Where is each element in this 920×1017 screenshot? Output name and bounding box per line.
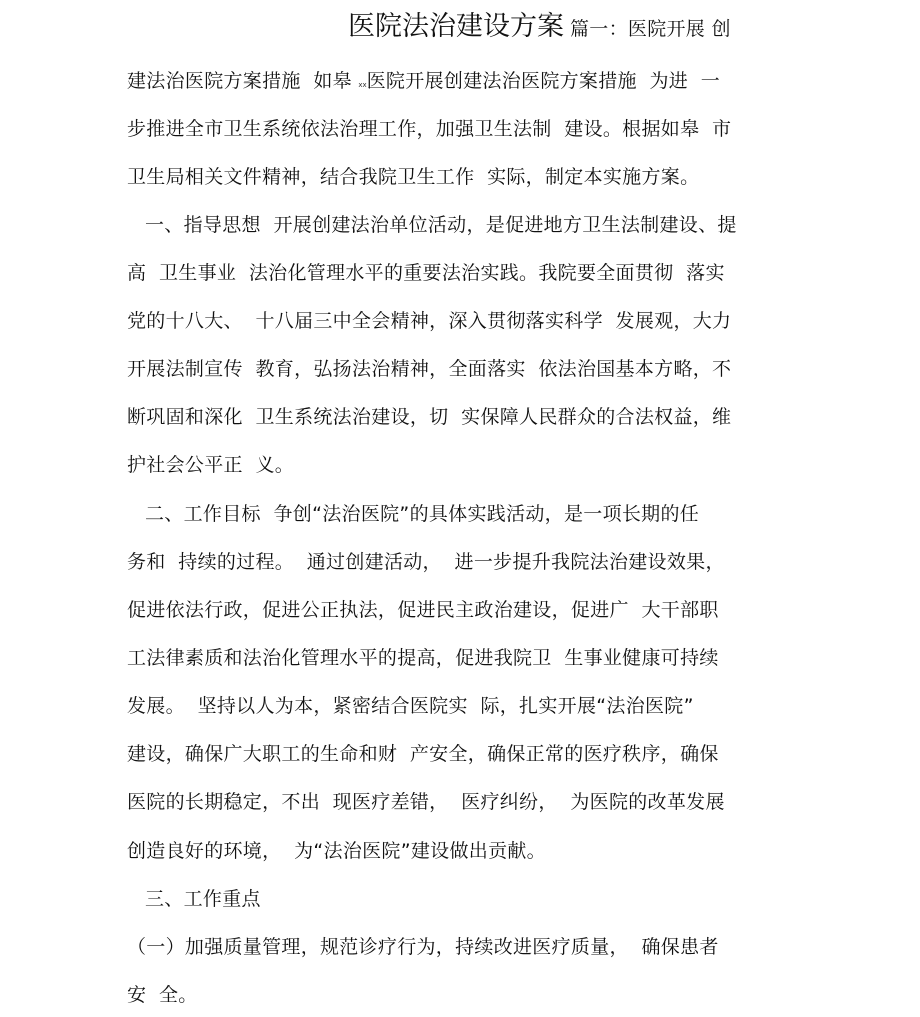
body-line-17: 创造良好的环境， 为“法治医院”建设做出贡献。	[127, 840, 546, 862]
section-heading-1: 一、指导思想 开展创建法治单位活动，是促进地方卫生法制建设、提	[145, 214, 737, 236]
body-line-15: 建设，确保广大职工的生命和财 产安全，确保正常的医疗秩序，确保	[127, 743, 719, 765]
body-line-5: 高 卫生事业 法治化管理水平的重要法治实践。我院要全面贯彻 落实	[127, 262, 725, 284]
section-heading-3: 三、工作重点	[145, 888, 261, 910]
document-title: 医院法治建设方案	[348, 11, 564, 42]
body-line-13: 工法律素质和法治化管理水平的提高，促进我院卫 生事业健康可持续	[127, 647, 719, 669]
body-line-2: 步推进全市卫生系统依法治理工作，加强卫生法制 建设。根据如皋 市	[127, 118, 732, 140]
body-line-3: 卫生局相关文件精神，结合我院卫生工作 实际，制定本实施方案。	[127, 166, 700, 188]
section-heading-2: 二、工作目标 争创“法治医院”的具体实践活动，是一项长期的任	[145, 503, 700, 525]
body-line-14: 发展。 坚持以人为本，紧密结合医院实 际，扎实开展“法治医院”	[127, 695, 694, 717]
body-line-8: 断巩固和深化 卫生系统法治建设，切 实保障人民群众的合法权益，维	[127, 406, 732, 428]
line-1-pre: 建法治医院方案措施 如皋	[127, 70, 359, 92]
body-line-6: 党的十八大、 十八届三中全会精神，深入贯彻落实科学 发展观，大力	[127, 310, 732, 332]
redacted-mark: xx	[358, 81, 367, 89]
line-1-post: 医院开展创建法治医院方案措施 为进 一	[366, 70, 721, 92]
body-line-16: 医院的长期稳定，不出 现医疗差错， 医疗纠纷， 为医院的改革发展	[127, 791, 725, 813]
subsection-heading-1: （一）加强质量管理，规范诊疗行为，持续改进医疗质量， 确保患者	[127, 936, 719, 958]
body-line-7: 开展法制宣传 教育，弘扬法治精神，全面落实 依法治国基本方略，不	[127, 358, 732, 380]
body-line-11: 务和 持续的过程。 通过创建活动， 进一步提升我院法治建设效果，	[127, 551, 725, 573]
title-row	[348, 10, 731, 46]
body-line-1	[127, 69, 720, 97]
body-line-20: 安 全。	[127, 984, 198, 1006]
body-line-9: 护社会公平正 义。	[127, 454, 295, 476]
title-tail-text: 篇一：医院开展 创	[570, 18, 731, 40]
body-line-12: 促进依法行政，促进公正执法，促进民主政治建设，促进广 大干部职	[127, 599, 719, 621]
